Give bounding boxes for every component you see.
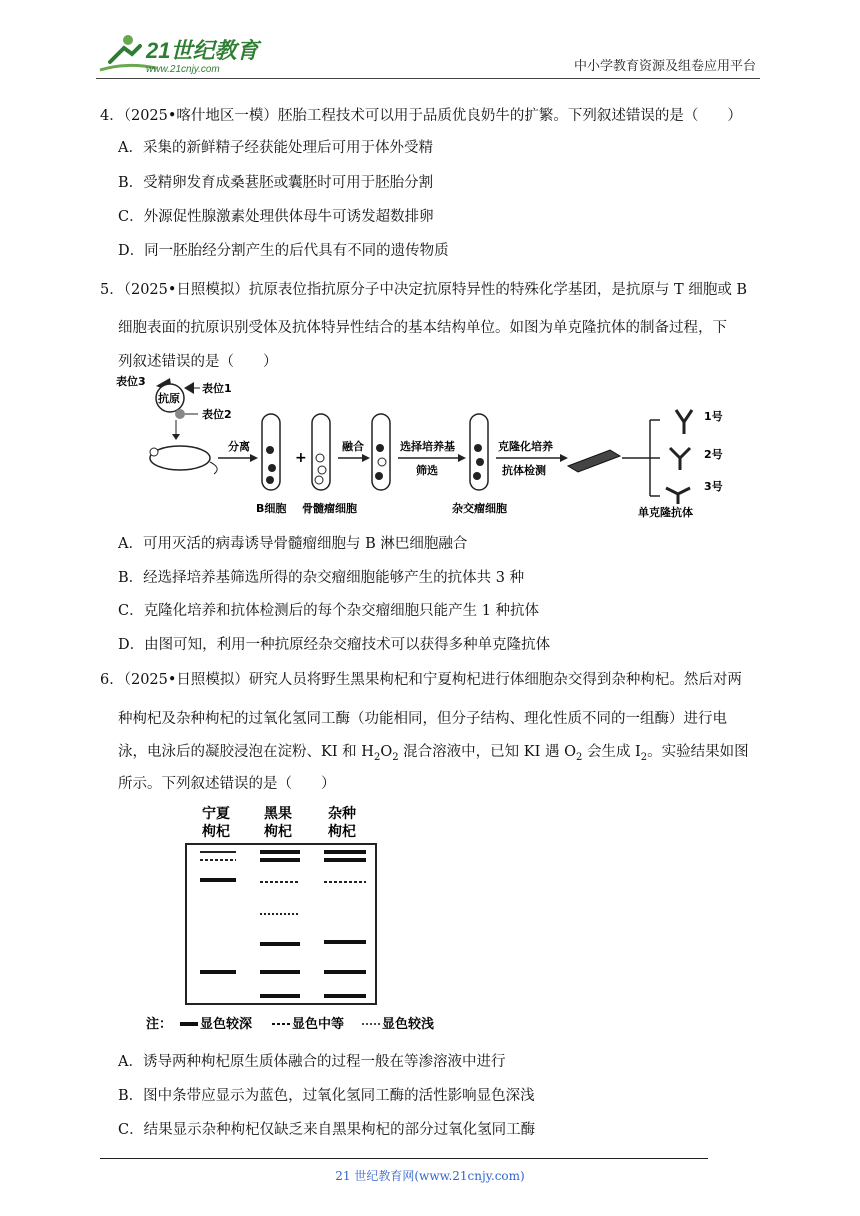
- q5-option-c: C．克隆化培养和抗体检测后的每个杂交瘤细胞只能产生 1 种抗体: [118, 603, 540, 619]
- col-heiguo-a: 黑果: [264, 806, 292, 822]
- gel-frame: [186, 844, 376, 1004]
- gel-note-prefix: 注：: [146, 1017, 173, 1032]
- platform-name: 中小学教育资源及组卷应用平台: [573, 59, 756, 74]
- site-logo: [96, 32, 266, 76]
- electrophoresis-gel-figure: [146, 800, 456, 1034]
- antibody-test-label: 抗体检测: [502, 464, 546, 477]
- screen-label: 筛选: [416, 464, 438, 477]
- question-6-line-1: 6．（2025•日照模拟）研究人员将野生黑果枸杞和宁夏枸杞进行体细胞杂交得到杂种枸杞。然后对两: [100, 672, 742, 688]
- col-heiguo-b: 枸杞: [264, 824, 292, 840]
- q6-option-b: B．图中条带应显示为蓝色，过氧化氢同工酶的活性影响显色深浅: [118, 1088, 535, 1104]
- separate-label: 分离: [228, 440, 250, 453]
- epitope-1-label: 表位1: [202, 382, 232, 395]
- plus-sign: +: [295, 450, 307, 466]
- clone-culture-label: 克隆化培养: [498, 440, 553, 453]
- q6-option-a: A．诱导两种枸杞原生质体融合的过程一般在等渗溶液中进行: [118, 1054, 506, 1070]
- col-ningxia-b: 枸杞: [202, 824, 230, 840]
- question-4-stem: 4．（2025•喀什地区一模）胚胎工程技术可以用于品质优良奶牛的扩繁。下列叙述错误的是（ ）: [100, 108, 742, 124]
- page-footer[interactable]: 21 世纪教育网(www.21cnjy.com): [335, 1169, 525, 1183]
- logo-text: 21世纪教育: [146, 38, 259, 63]
- question-6-line-2: 种枸杞及杂种枸杞的过氧化氢同工酶（功能相同，但分子结构、理化性质不同的一组酶）进行电: [118, 711, 727, 727]
- page-header: [96, 30, 760, 79]
- myeloma-label: 骨髓瘤细胞: [302, 502, 357, 515]
- antibody-3-label: 3号: [704, 480, 723, 493]
- col-ningxia-a: 宁夏: [202, 806, 230, 822]
- mab-label: 单克隆抗体: [638, 506, 693, 519]
- legend-light: 显色较浅: [382, 1017, 435, 1032]
- q6-option-c: C．结果显示杂种枸杞仅缺乏来自黑果枸杞的部分过氧化氢同工酶: [118, 1122, 536, 1138]
- logo-url: www.21cnjy.com: [146, 64, 220, 75]
- q4-option-c: C．外源促性腺激素处理供体母牛可诱发超数排卵: [118, 209, 434, 225]
- question-5-line-1: 5．（2025•日照模拟）抗原表位指抗原分子中决定抗原特异性的特殊化学基团，是抗原与 T 细胞或 B: [100, 282, 748, 298]
- question-5-line-2: 细胞表面的抗原识别受体及抗体特异性结合的基本结构单位。如图为单克隆抗体的制备过程，下: [118, 320, 727, 336]
- monoclonal-antibody-diagram: [110, 370, 740, 520]
- col-hybrid-b: 枸杞: [328, 824, 356, 840]
- antibody-2-label: 2号: [704, 448, 723, 461]
- antigen-label: 抗原: [158, 392, 180, 405]
- fuse-label: 融合: [342, 440, 364, 453]
- col-hybrid-a: 杂种: [328, 806, 356, 822]
- culture-plate-icon: [568, 450, 620, 472]
- hybridoma-label: 杂交瘤细胞: [452, 502, 507, 515]
- q4-option-b: B．受精卵发育成桑葚胚或囊胚时可用于胚胎分割: [118, 175, 434, 191]
- footer-divider: [100, 1158, 708, 1159]
- antibody-3-icon: [666, 488, 690, 504]
- epitope-2-label: 表位2: [202, 408, 232, 421]
- q5-option-d: D．由图可知，利用一种抗原经杂交瘤技术可以获得多种单克隆抗体: [118, 637, 551, 653]
- question-6-line-4: 所示。下列叙述错误的是（ ）: [118, 776, 336, 792]
- question-6-line-3: 泳，电泳后的凝胶浸泡在淀粉、KI 和 $H_2O_2$ 混合溶液中，已知 KI 遇 $O_2$ 会生成 $I_2$。实验结果如图: [118, 744, 749, 763]
- legend-medium: 显色中等: [292, 1017, 345, 1032]
- question-5-line-3: 列叙述错误的是（ ）: [118, 354, 278, 370]
- q4-option-a: A．采集的新鲜精子经获能处理后可用于体外受精: [118, 140, 433, 156]
- mouse-icon: [150, 446, 210, 470]
- antibody-1-label: 1号: [704, 410, 723, 423]
- antibody-2-icon: [670, 448, 690, 470]
- epitope-3-label: 表位3: [116, 375, 146, 388]
- q5-option-b: B．经选择培养基筛选所得的杂交瘤细胞能够产生的抗体共 3 种: [118, 570, 525, 586]
- legend-deep: 显色较深: [200, 1017, 253, 1032]
- select-medium-label: 选择培养基: [400, 440, 455, 453]
- b-cell-label: B细胞: [256, 502, 287, 515]
- antibody-1-icon: [676, 410, 692, 434]
- q4-option-d: D．同一胚胎经分割产生的后代具有不同的遗传物质: [118, 243, 449, 259]
- q5-option-a: A．可用灭活的病毒诱导骨髓瘤细胞与 B 淋巴细胞融合: [118, 536, 468, 552]
